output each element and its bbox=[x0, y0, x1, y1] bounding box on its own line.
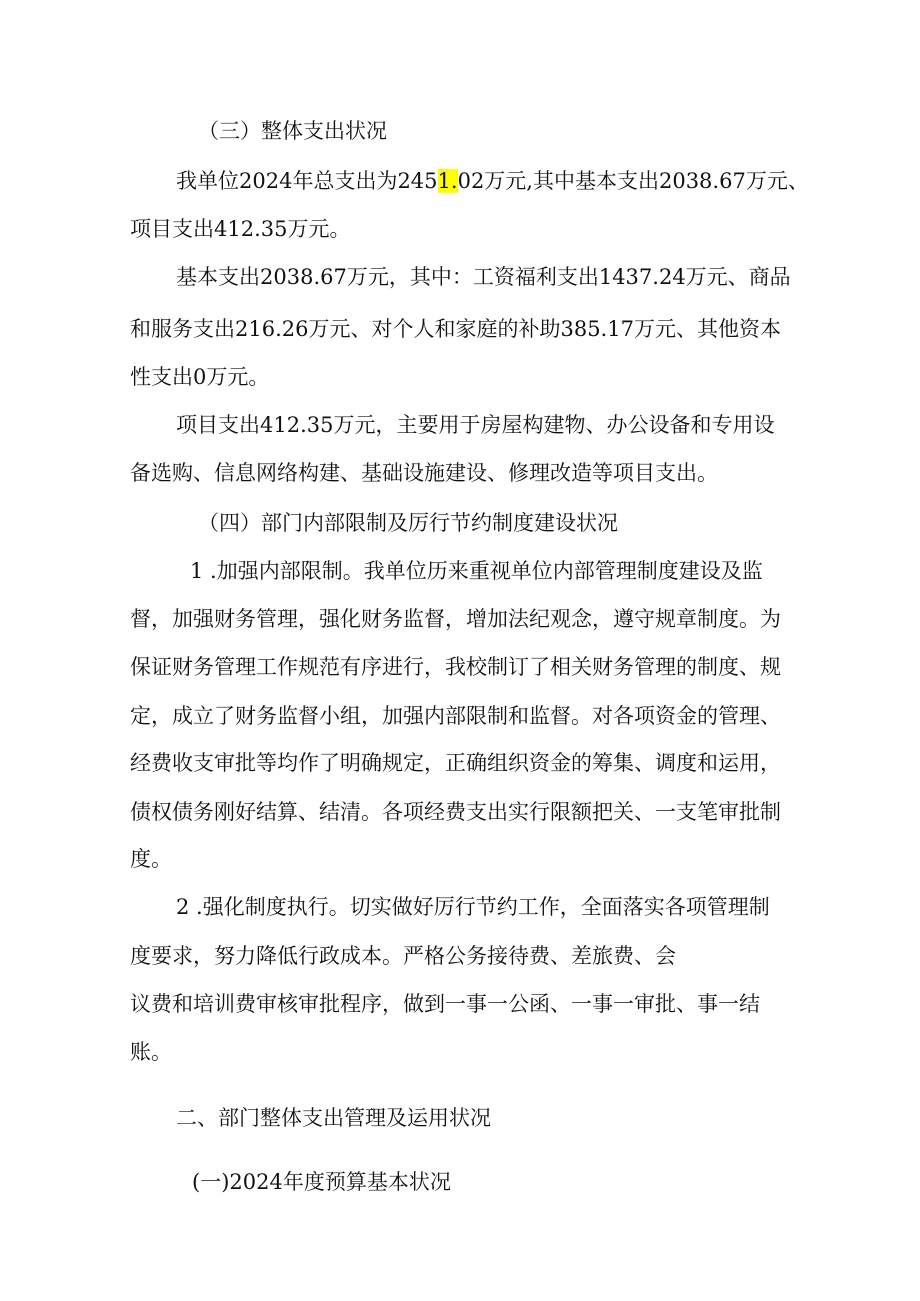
item-2-line-4: 账。 bbox=[130, 1040, 172, 1064]
paragraph-total-expenditure-line-1 bbox=[176, 166, 809, 196]
part-2-heading: 二、部门整体支出管理及运用状况 bbox=[176, 1106, 491, 1130]
section-3-heading: （三）整体支出状况 bbox=[198, 119, 387, 143]
text-segment: 02万元,其中基本支出2038.67万元、 bbox=[457, 169, 809, 193]
paragraph-project-expenditure-line-2: 备选购、信息网络构建、基础设施建设、修理改造等项目支出。 bbox=[130, 461, 718, 485]
section-4-heading: （四）部门内部限制及厉行节约制度建设状况 bbox=[198, 511, 618, 535]
item-1-line-2: 督，加强财务管理，强化财务监督，增加法纪观念，遵守规章制度。为 bbox=[130, 607, 781, 631]
item-1-line-7: 度。 bbox=[130, 847, 172, 871]
text-segment: 我单位2024年总支出为245 bbox=[176, 169, 438, 193]
item-1-line-6: 债权债务刚好结算、结清。各项经费支出实行限额把关、一支笔审批制 bbox=[130, 800, 781, 824]
part-2-subheading-1: (一)2024年度预算基本状况 bbox=[192, 1170, 451, 1194]
item-2-line-1: 2 .强化制度执行。切实做好厉行节约工作，全面落实各项管理制 bbox=[176, 895, 770, 919]
item-2-line-3: 议费和培训费审核审批程序，做到一事一公函、一事一审批、事一结 bbox=[130, 992, 760, 1016]
item-1-line-4: 定，成立了财务监督小组，加强内部限制和监督。对各项资金的管理、 bbox=[130, 704, 781, 728]
item-1-line-3: 保证财务管理工作规范有序进行，我校制订了相关财务管理的制度、规 bbox=[130, 655, 781, 679]
paragraph-project-expenditure-line-1: 项目支出412.35万元，主要用于房屋构建物、办公设备和专用设 bbox=[176, 413, 775, 437]
item-1-line-5: 经费收支审批等均作了明确规定，正确组织资金的筹集、调度和运用， bbox=[130, 751, 781, 775]
paragraph-basic-expenditure-line-2: 和服务支出216.26万元、对个人和家庭的补助385.17万元、其他资本 bbox=[130, 317, 781, 341]
paragraph-basic-expenditure-line-3: 性支出0万元。 bbox=[130, 365, 270, 389]
paragraph-total-expenditure-line-2: 项目支出412.35万元。 bbox=[130, 217, 351, 241]
item-2-line-2: 度要求，努力降低行政成本。严格公务接待费、差旅费、会 bbox=[130, 944, 676, 968]
paragraph-basic-expenditure-line-1: 基本支出2038.67万元，其中：工资福利支出1437.24万元、商品 bbox=[176, 265, 791, 289]
highlighted-text: 1. bbox=[437, 169, 458, 193]
item-1-line-1: 1 .加强内部限制。我单位历来重视单位内部管理制度建设及监 bbox=[190, 559, 763, 583]
